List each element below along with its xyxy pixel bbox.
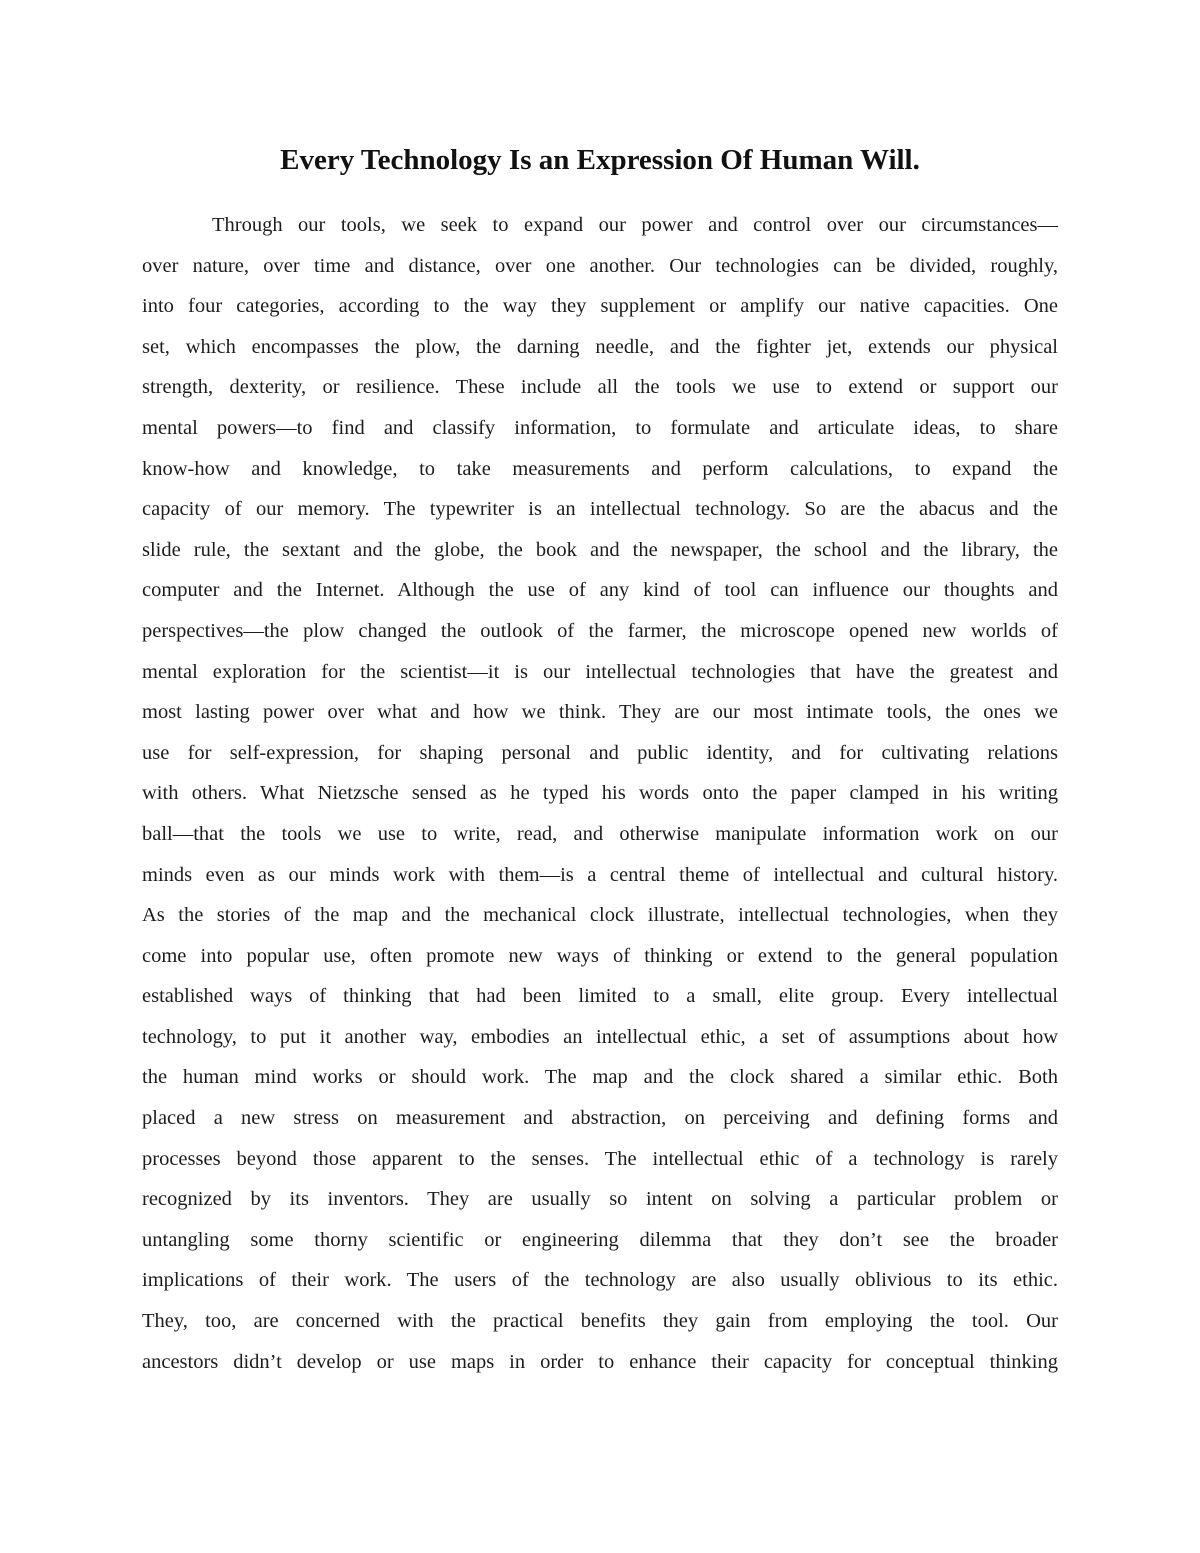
paragraph-line: ancestors didn’t develop or use maps in order to enhance their capacity for conceptual thinking xyxy=(142,1350,1058,1373)
paragraph-line: know-how and knowledge, to take measurements and perform calculations, to expand the xyxy=(142,457,1058,480)
paragraph-line: into four categories, according to the way they supplement or amplify our native capacities. One xyxy=(142,295,1058,318)
paragraph-line: implications of their work. The users of the technology are also usually oblivious to its ethic. xyxy=(142,1269,1058,1292)
paragraph-line: perspectives—the plow changed the outlook of the farmer, the microscope opened new worlds of xyxy=(142,619,1058,642)
paragraph-line: Through our tools, we seek to expand our power and control over our circumstances— xyxy=(212,214,1058,236)
document-title: Every Technology Is an Expression Of Human Will. xyxy=(280,144,920,176)
paragraph-line: recognized by its inventors. They are usually so intent on solving a particular problem or xyxy=(142,1188,1058,1211)
paragraph-line: minds even as our minds work with them—is a central theme of intellectual and cultural history. xyxy=(142,863,1058,886)
paragraph-line: set, which encompasses the plow, the darning needle, and the fighter jet, extends our physical xyxy=(142,335,1058,358)
paragraph-line: capacity of our memory. The typewriter is an intellectual technology. So are the abacus and the xyxy=(142,498,1058,521)
paragraph-line: placed a new stress on measurement and abstraction, on perceiving and defining forms and xyxy=(142,1107,1058,1130)
paragraph-line: computer and the Internet. Although the use of any kind of tool can influence our thoughts and xyxy=(142,579,1058,602)
paragraph-line: mental exploration for the scientist—it is our intellectual technologies that have the greatest and xyxy=(142,660,1058,683)
paragraph-line: strength, dexterity, or resilience. These include all the tools we use to extend or support our xyxy=(142,376,1058,399)
paragraph-line: As the stories of the map and the mechanical clock illustrate, intellectual technologies, when they xyxy=(142,904,1058,927)
paragraph-line: processes beyond those apparent to the senses. The intellectual ethic of a technology is rarely xyxy=(142,1147,1058,1170)
paragraph-line: mental powers—to find and classify information, to formulate and articulate ideas, to share xyxy=(142,416,1058,439)
paragraph-line: They, too, are concerned with the practical benefits they gain from employing the tool. Our xyxy=(142,1310,1058,1333)
paragraph-line: technology, to put it another way, embodies an intellectual ethic, a set of assumptions about how xyxy=(142,1025,1058,1048)
body-paragraph xyxy=(142,205,1058,1382)
paragraph-line: over nature, over time and distance, over one another. Our technologies can be divided, roughly, xyxy=(142,254,1058,277)
paragraph-line: most lasting power over what and how we think. They are our most intimate tools, the ones we xyxy=(142,701,1058,724)
paragraph-line: slide rule, the sextant and the globe, the book and the newspaper, the school and the library, the xyxy=(142,538,1058,561)
paragraph-line: the human mind works or should work. The map and the clock shared a similar ethic. Both xyxy=(142,1066,1058,1089)
paragraph-line: untangling some thorny scientific or engineering dilemma that they don’t see the broader xyxy=(142,1228,1058,1251)
paragraph-line: with others. What Nietzsche sensed as he typed his words onto the paper clamped in his writing xyxy=(142,782,1058,805)
paragraph-line: come into popular use, often promote new ways of thinking or extend to the general population xyxy=(142,944,1058,967)
paragraph-line: use for self-expression, for shaping personal and public identity, and for cultivating relations xyxy=(142,741,1058,764)
paragraph-line: ball—that the tools we use to write, read, and otherwise manipulate information work on our xyxy=(142,822,1058,845)
paragraph-line: established ways of thinking that had been limited to a small, elite group. Every intellectual xyxy=(142,985,1058,1008)
